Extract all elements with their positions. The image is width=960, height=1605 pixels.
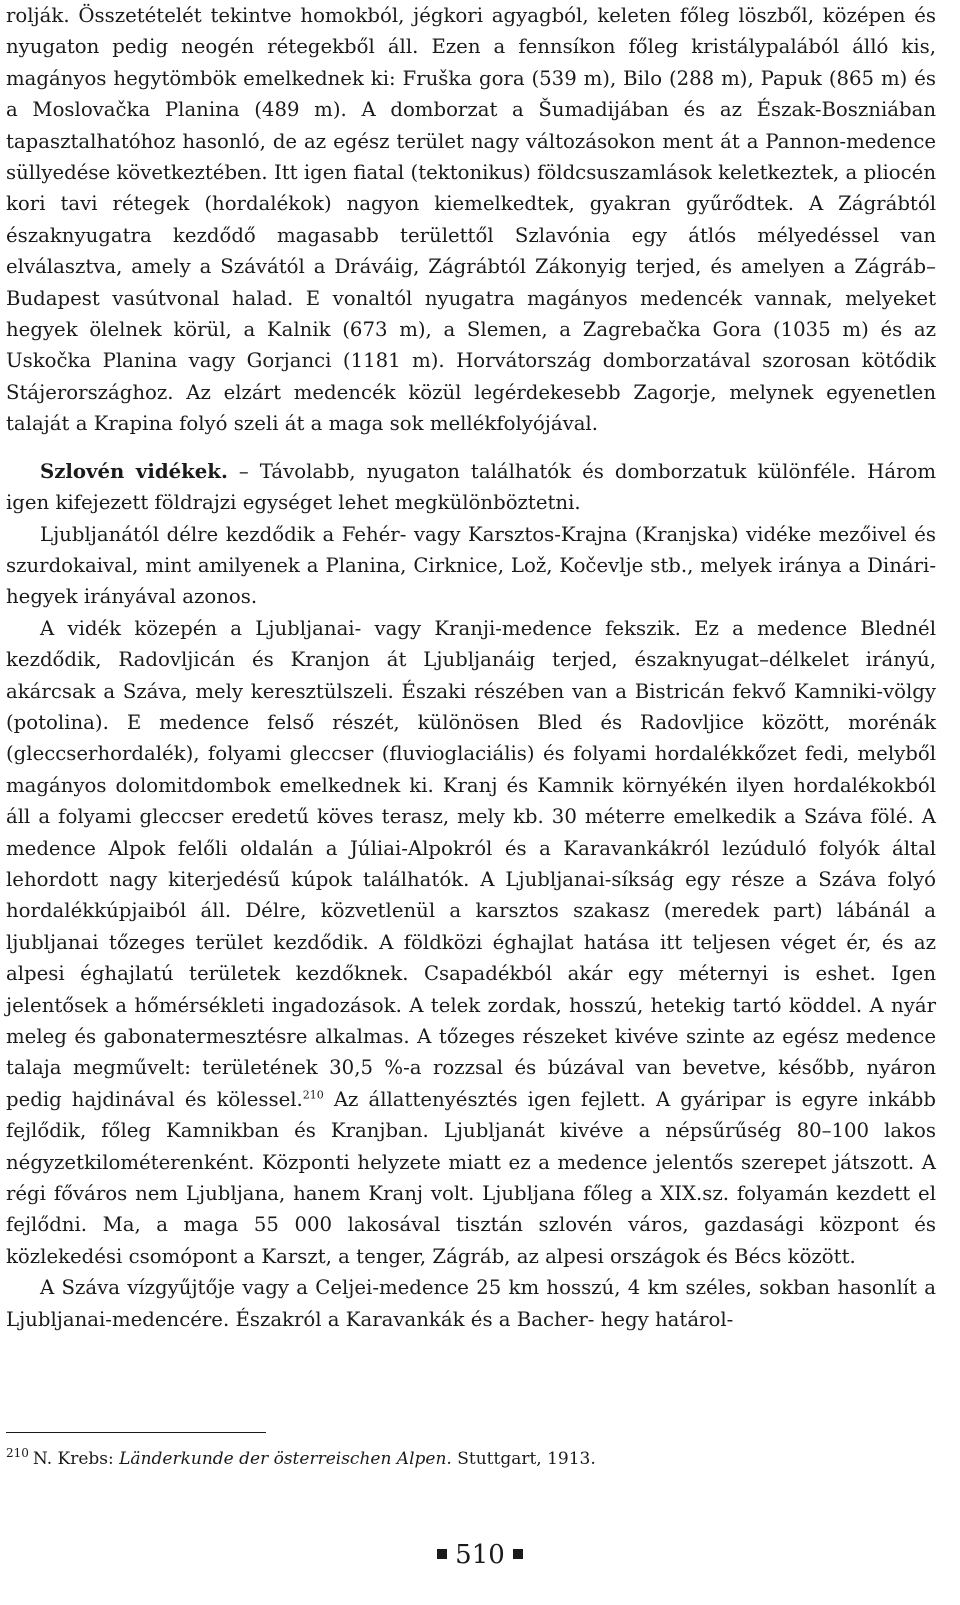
- footnote: [6, 1448, 936, 1470]
- page-number: 510: [455, 1540, 505, 1570]
- paragraph-4-part-b: Az állattenyésztés igen fejlett. A gyáripar is egyre inkább fejlődik, főleg Kamnikban és Kranjban. Ljubljanát kivéve a népsűrűség 80–100 lakos négyzetkilométerenként. Központi helyzete miatt ez a medence jelentős szerepet játszott. A régi főváros nem Ljubljana, hanem Kranj volt. Ljubljana főleg a XIX.sz. folyamán kezdett el fejlődni. Ma, a maga 55 000 lakosával tisztán szlovén város, gazdasági központ és közlekedési csomópont a Karszt, a tenger, Zágráb, az alpesi országok és Bécs között.: [6, 1087, 937, 1268]
- page-body: [6, 0, 936, 1335]
- page-number-block: [0, 1538, 960, 1572]
- footnote-author: N. Krebs:: [32, 1449, 120, 1469]
- section-heading: Szlovén vidékek.: [40, 459, 228, 483]
- paragraph-1: rolják. Összetételét tekintve homokból, jégkori agyagból, keleten főleg löszből, középen és nyugaton pedig neogén rétegekből áll. Ezen a fennsíkon főleg kristálypalából álló kis, magányos hegytömbök emelkednek ki: Fruška gora (539 m), Bilo (288 m), Papuk (865 m) és a Moslovačka Planina (489 m). A domborzat a Šumadijában és az Észak-Boszniában tapasztalhatóhoz hasonló, de az egész terület nagy változásokon ment át a Pannon-medence süllyedése következtében. Itt igen fiatal (tektonikus) földcsuszamlások keletkeztek, a pliocén kori tavi rétegek (hordalékok) nagyon kiemelkedtek, gyakran gyűrődtek. A Zágrábtól északnyugatra kezdődő magasabb területtől Szlavónia egy átlós mélyedéssel van elválasztva, amely a Szávától a Dráváig, Zágrábtól Zákonyig terjed, és amelyen a Zágráb–Budapest vasútvonal halad. E vonaltól nyugatra magányos medencék vannak, melyeket hegyek ölelnek körül, a Kalnik (673 m), a Slemen, a Zagrebačka Gora (1035 m) és az Uskočka Planina vagy Gorjanci (1181 m). Horvátország domborzatával szorosan kötődik Stájerországhoz. Az elzárt medencék közül legérdekesebb Zagorje, melynek egyenetlen talaját a Krapina folyó szeli át a maga sok mellékfolyójával.: [6, 4, 936, 436]
- section-intro-text: – Távolabb, nyugaton találhatók és domborzatuk különféle. Három igen kifejezett földrajzi egységet lehet megkülönböztetni.: [6, 459, 937, 515]
- paragraph-4-part-a: A vidék közepén a Ljubljanai- vagy Kranji-medence fekszik. Ez a medence Blednél kezdődik, Radovljicán és Kranjon át Ljubljanáig terjed, északnyugat–délkelet irányú, akárcsak a Száva, mely keresztülszeli. Északi részében van a Bistricán fekvő Kamniki-völgy (potolina). E medence felső részét, különösen Bled és Radovljice között, morénák (gleccserhordalék), folyami gleccser (fluvioglaciális) és folyami hordalékkőzet fedi, melyből magányos dolomitdombok emelkednek ki. Kranj és Kamnik környékén ilyen hordalékokból áll a folyami gleccser eredetű köves terasz, mely kb. 30 méterre emelkedik a Száva fölé. A medence Alpok felőli oldalán a Júliai-Alpokról és a Karavankákról lezúduló folyók által lehordott nagy kiterjedésű kúpok találhatók. A Ljubljanai-síkság egy része a Száva folyó hordalékkúpjaiból áll. Délre, közvetlenül a karsztos szakasz (meredek part) lábánál a ljubljanai tőzeges terület kezdődik. A földközi éghajlat hatása itt teljesen véget ér, és az alpesi éghajlatú területek kezdőknek. Csapadékból akár egy méternyi is eshet. Igen jelentősek a hőmérsékleti ingadozások. A telek zordak, hosszú, hetekig tartó köddel. A nyár meleg és gabonatermesztésre alkalmas. A tőzeges részeket kivéve szinte az egész medence talaja megművelt: területének 30,5 %-a rozzsal és búzával van bevetve, később, nyáron pedig hajdinával és kölessel.: [6, 616, 936, 1111]
- paragraph-5: A Száva vízgyűjtője vagy a Celjei-medence 25 km hosszú, 4 km széles, sokban hasonlít a Ljubljanai-medencére. Északról a Karavankák és a Bacher- hegy határol-: [6, 1276, 936, 1331]
- paragraph-4: [6, 613, 936, 1273]
- footnote-number: 210: [6, 1446, 29, 1461]
- square-bullet-icon: [437, 1549, 447, 1559]
- paragraph-3: Ljubljanától délre kezdődik a Fehér- vagy Karsztos-Krajna (Kranjska) vidéke mezőivel és szurdokaival, mint amilyenek a Planina, Cirknice, Lož, Kočevlje stb., melyek iránya a Dinári-hegyek irányával azonos.: [6, 522, 936, 609]
- footnote-divider: [6, 1432, 266, 1433]
- section-gap: [6, 440, 936, 456]
- square-bullet-icon: [513, 1549, 523, 1559]
- footnote-title: Länderkunde der österreischen Alpen: [119, 1449, 447, 1469]
- footnote-rest: . Stuttgart, 1913.: [446, 1449, 596, 1469]
- paragraph-section-intro: [6, 456, 936, 519]
- footnote-ref[interactable]: 210: [302, 1088, 324, 1102]
